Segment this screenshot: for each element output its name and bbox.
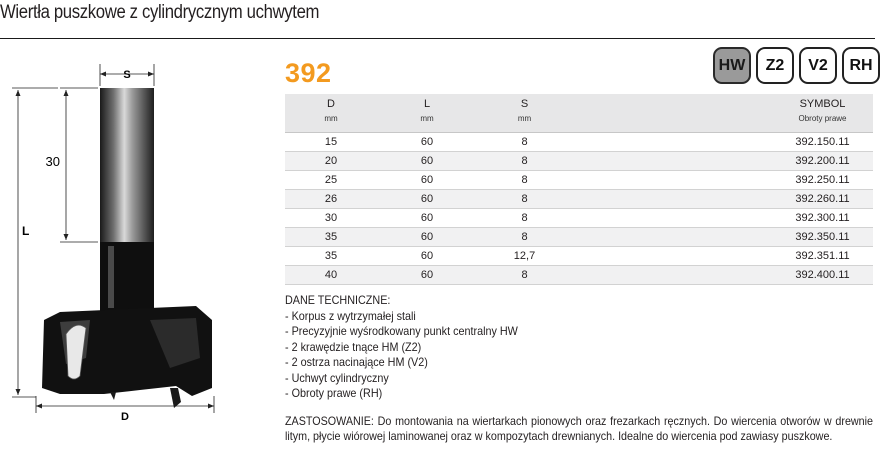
header-symbol-label: SYMBOL [799, 98, 846, 110]
header-s [477, 94, 572, 132]
cell-d: 35 [285, 246, 377, 265]
header-symbol-rotation: Obroty prawe [798, 114, 847, 123]
cell-s: 8 [477, 208, 572, 227]
badge-rh: RH [842, 47, 880, 84]
cell-s: 8 [477, 132, 572, 151]
cell-s: 8 [477, 170, 572, 189]
header-s-label: S [520, 98, 529, 110]
list-item: - Uchwyt cylindryczny [285, 370, 389, 385]
technical-data-list [285, 309, 518, 402]
cell-s: 8 [477, 151, 572, 170]
list-item: - 2 ostrza nacinające HM (V2) [285, 355, 428, 369]
table-body [285, 132, 873, 284]
cell-l: 60 [377, 208, 477, 227]
cell-symbol: 392.150.11 [772, 132, 873, 151]
list-item: - Obroty prawe (RH) [285, 386, 383, 400]
cell-l: 60 [377, 170, 477, 189]
cell-symbol: 392.400.11 [772, 265, 873, 284]
table-row [285, 208, 873, 227]
cell-d: 40 [285, 265, 377, 284]
cell-s: 8 [477, 189, 572, 208]
cell-empty [572, 151, 772, 170]
cell-empty [572, 246, 772, 265]
badge-z2: Z2 [756, 47, 794, 84]
cell-symbol: 392.250.11 [772, 170, 873, 189]
cell-s: 8 [477, 227, 572, 246]
cell-l: 60 [377, 265, 477, 284]
cell-symbol: 392.351.11 [772, 246, 873, 265]
cell-l: 60 [377, 132, 477, 151]
cell-empty [572, 170, 772, 189]
header-d-label: D [327, 98, 335, 110]
page-title: Wiertła puszkowe z cylindrycznym uchwytem [0, 2, 320, 23]
cell-d: 26 [285, 189, 377, 208]
header-symbol [772, 94, 873, 132]
cell-symbol: 392.200.11 [772, 151, 873, 170]
cell-l: 60 [377, 227, 477, 246]
spec-table [285, 94, 873, 285]
table-row [285, 132, 873, 151]
header-s-unit: mm [517, 114, 532, 123]
cell-d: 20 [285, 151, 377, 170]
cell-l: 60 [377, 246, 477, 265]
cell-l: 60 [377, 151, 477, 170]
table-row [285, 265, 873, 284]
badge-v2: V2 [799, 47, 837, 84]
cell-empty [572, 208, 772, 227]
cell-symbol: 392.260.11 [772, 189, 873, 208]
cell-l: 60 [377, 189, 477, 208]
cell-d: 15 [285, 132, 377, 151]
cell-empty [572, 189, 772, 208]
cell-s: 12,7 [477, 246, 572, 265]
table-row [285, 151, 873, 170]
table-row [285, 170, 873, 189]
list-item: - Precyzyjnie wyśrodkowany punkt centralny HW [285, 324, 518, 338]
header-l [377, 94, 477, 132]
header-l-unit: mm [420, 114, 434, 123]
list-item: - Korpus z wytrzymałej stali [285, 308, 416, 323]
dim-30-label: 30 [45, 154, 60, 169]
dim-d-label: D [121, 411, 129, 423]
dim-s-label: S [123, 69, 131, 81]
model-number: 392 [285, 58, 332, 88]
table-header-row [285, 94, 873, 132]
table-row [285, 189, 873, 208]
technical-data [285, 293, 518, 402]
dim-l-label: L [22, 224, 30, 238]
drill-diagram [0, 58, 240, 438]
cell-empty [572, 132, 772, 151]
cell-d: 35 [285, 227, 377, 246]
cell-symbol: 392.350.11 [772, 227, 873, 246]
header-d [285, 94, 377, 132]
cell-s: 8 [477, 265, 572, 284]
cell-d: 25 [285, 170, 377, 189]
title-divider [0, 38, 875, 39]
usage-description: ZASTOSOWANIE: Do montowania na wiertarkach pionowych oraz frezarkach ręcznych. Do wiercenia otworów w drewnie litym, płycie wiórowej laminowanej oraz w kompozytach drewnianych. Idealne do wiercenia pod zawiasy puszkowe. [285, 414, 874, 443]
cell-empty [572, 265, 772, 284]
header-d-unit: mm [324, 114, 338, 123]
feature-badges [713, 47, 880, 84]
list-item: - 2 krawędzie tnące HM (Z2) [285, 339, 422, 354]
header-blank [572, 94, 772, 132]
cell-empty [572, 227, 772, 246]
cell-d: 30 [285, 208, 377, 227]
badge-hw: HW [713, 47, 751, 84]
table-row [285, 246, 873, 265]
header-l-label: L [423, 98, 431, 110]
table-row [285, 227, 873, 246]
cell-symbol: 392.300.11 [772, 208, 873, 227]
technical-data-heading: DANE TECHNICZNE: [285, 293, 391, 307]
